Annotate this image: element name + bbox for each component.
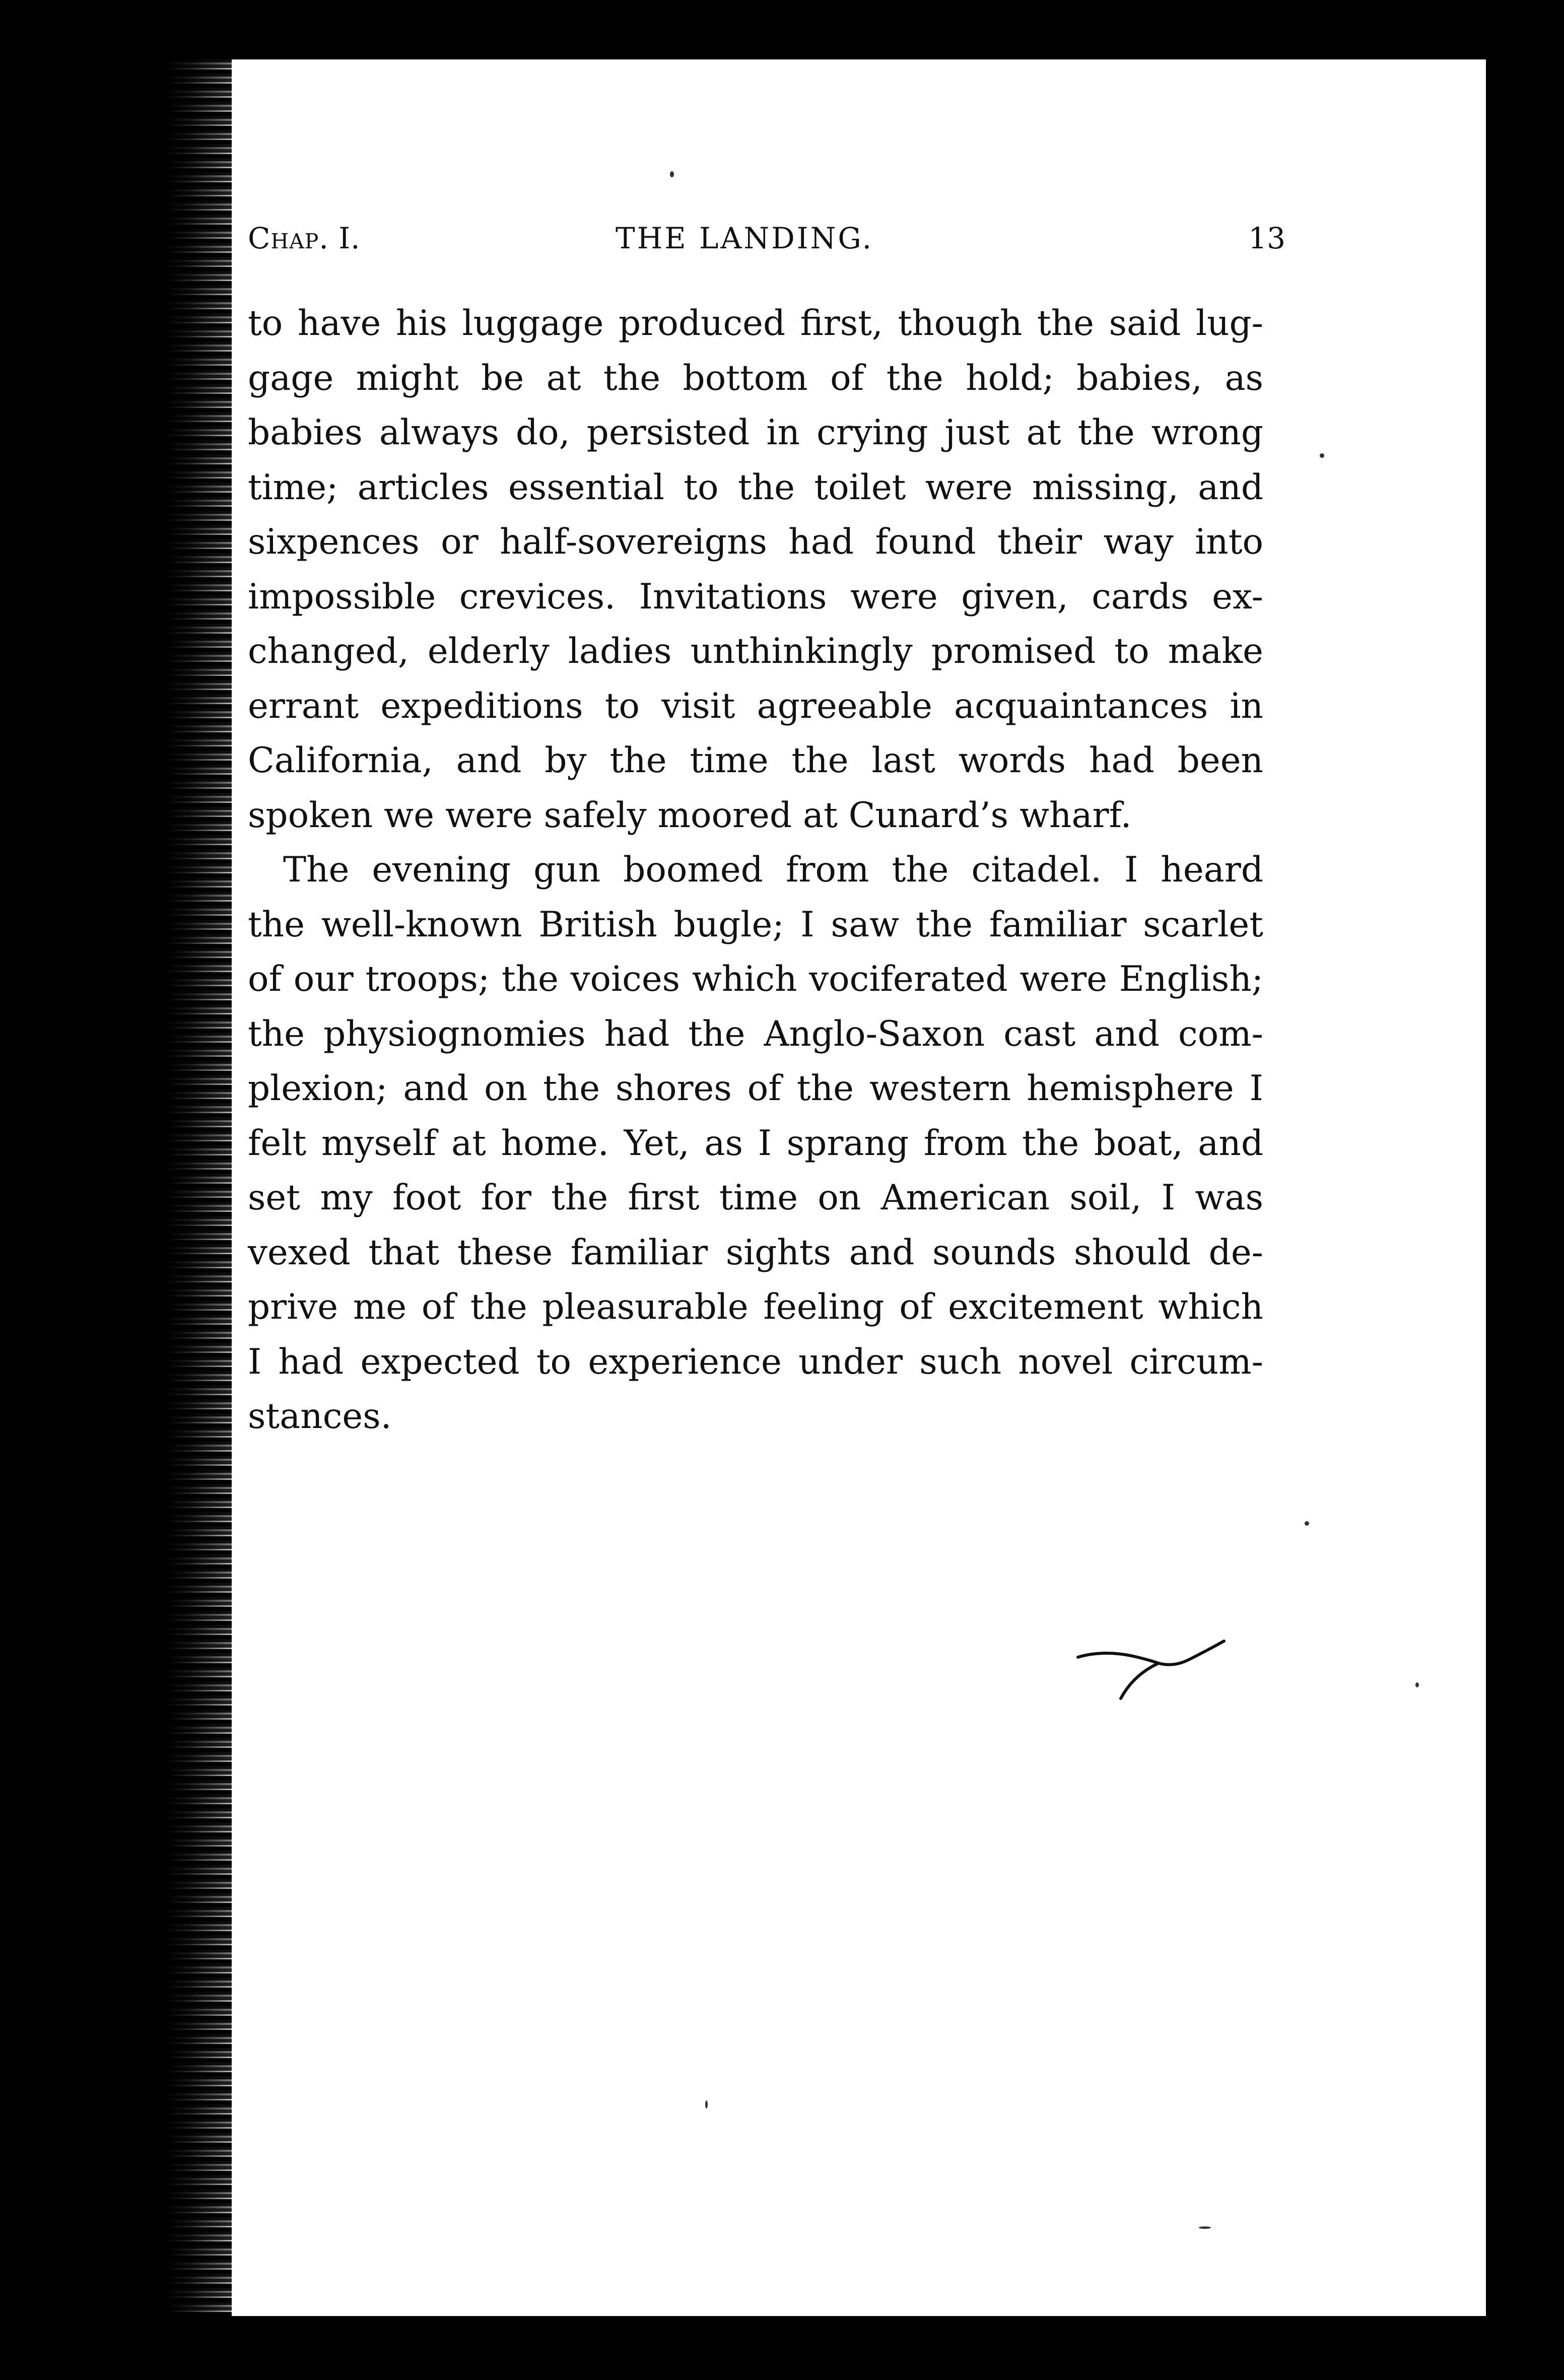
text-line: of our troops; the voices which vociferated were English;: [248, 959, 1263, 999]
text-line: prive me of the pleasurable feeling of excitement which: [248, 1287, 1263, 1327]
text-line: felt myself at home. Yet, as I sprang from the boat, and: [248, 1123, 1263, 1164]
running-head: [248, 216, 1285, 261]
text-line: spoken we were safely moored at Cunard’s wharf.: [248, 795, 1132, 836]
text-line: the well-known British bugle; I saw the familiar scarlet: [248, 904, 1263, 945]
text-line: changed, elderly ladies unthinkingly promised to make: [248, 631, 1263, 671]
text-line: plexion; and on the shores of the western hemisphere I: [248, 1068, 1263, 1109]
scan-speck: [1415, 1682, 1419, 1687]
text-line: The evening gun boomed from the citadel. I heard: [283, 850, 1263, 890]
body-text: [248, 296, 1263, 1444]
text-line: babies always do, persisted in crying just at the wrong: [248, 413, 1263, 453]
pen-mark-icon: [1073, 1637, 1234, 1703]
text-line: errant expeditions to visit agreeable acquaintances in: [248, 686, 1263, 726]
page-gutter: [166, 59, 232, 2316]
chapter-label: Chap. I.: [248, 221, 361, 255]
paragraph: [248, 296, 1263, 843]
text-line: the physiognomies had the Anglo-Saxon cast and com-: [248, 1013, 1263, 1054]
scan-speck: [670, 171, 674, 177]
paragraph: [248, 843, 1263, 1444]
text-line: stances.: [248, 1396, 392, 1437]
text-line: I had expected to experience under such novel circum-: [248, 1341, 1263, 1382]
text-line: impossible crevices. Invitations were given, cards ex-: [248, 576, 1263, 617]
text-line: sixpences or half-sovereigns had found their way into: [248, 522, 1263, 562]
scan-speck: [705, 2100, 708, 2109]
page-number: 13: [1248, 221, 1285, 255]
text-line: California, and by the time the last words had been: [248, 740, 1263, 781]
text-line: to have his luggage produced first, though the said lug-: [248, 303, 1263, 344]
scan-speck: [1199, 2226, 1211, 2229]
scan-speck: [1320, 453, 1324, 458]
text-line: time; articles essential to the toilet were missing, and: [248, 467, 1263, 508]
text-line: gage might be at the bottom of the hold; babies, as: [248, 358, 1263, 398]
text-line: vexed that these familiar sights and sounds should de-: [248, 1232, 1263, 1273]
text-line: set my foot for the first time on American soil, I was: [248, 1178, 1263, 1218]
chapter-title: THE LANDING.: [616, 221, 874, 255]
scan-speck: [1305, 1521, 1309, 1526]
